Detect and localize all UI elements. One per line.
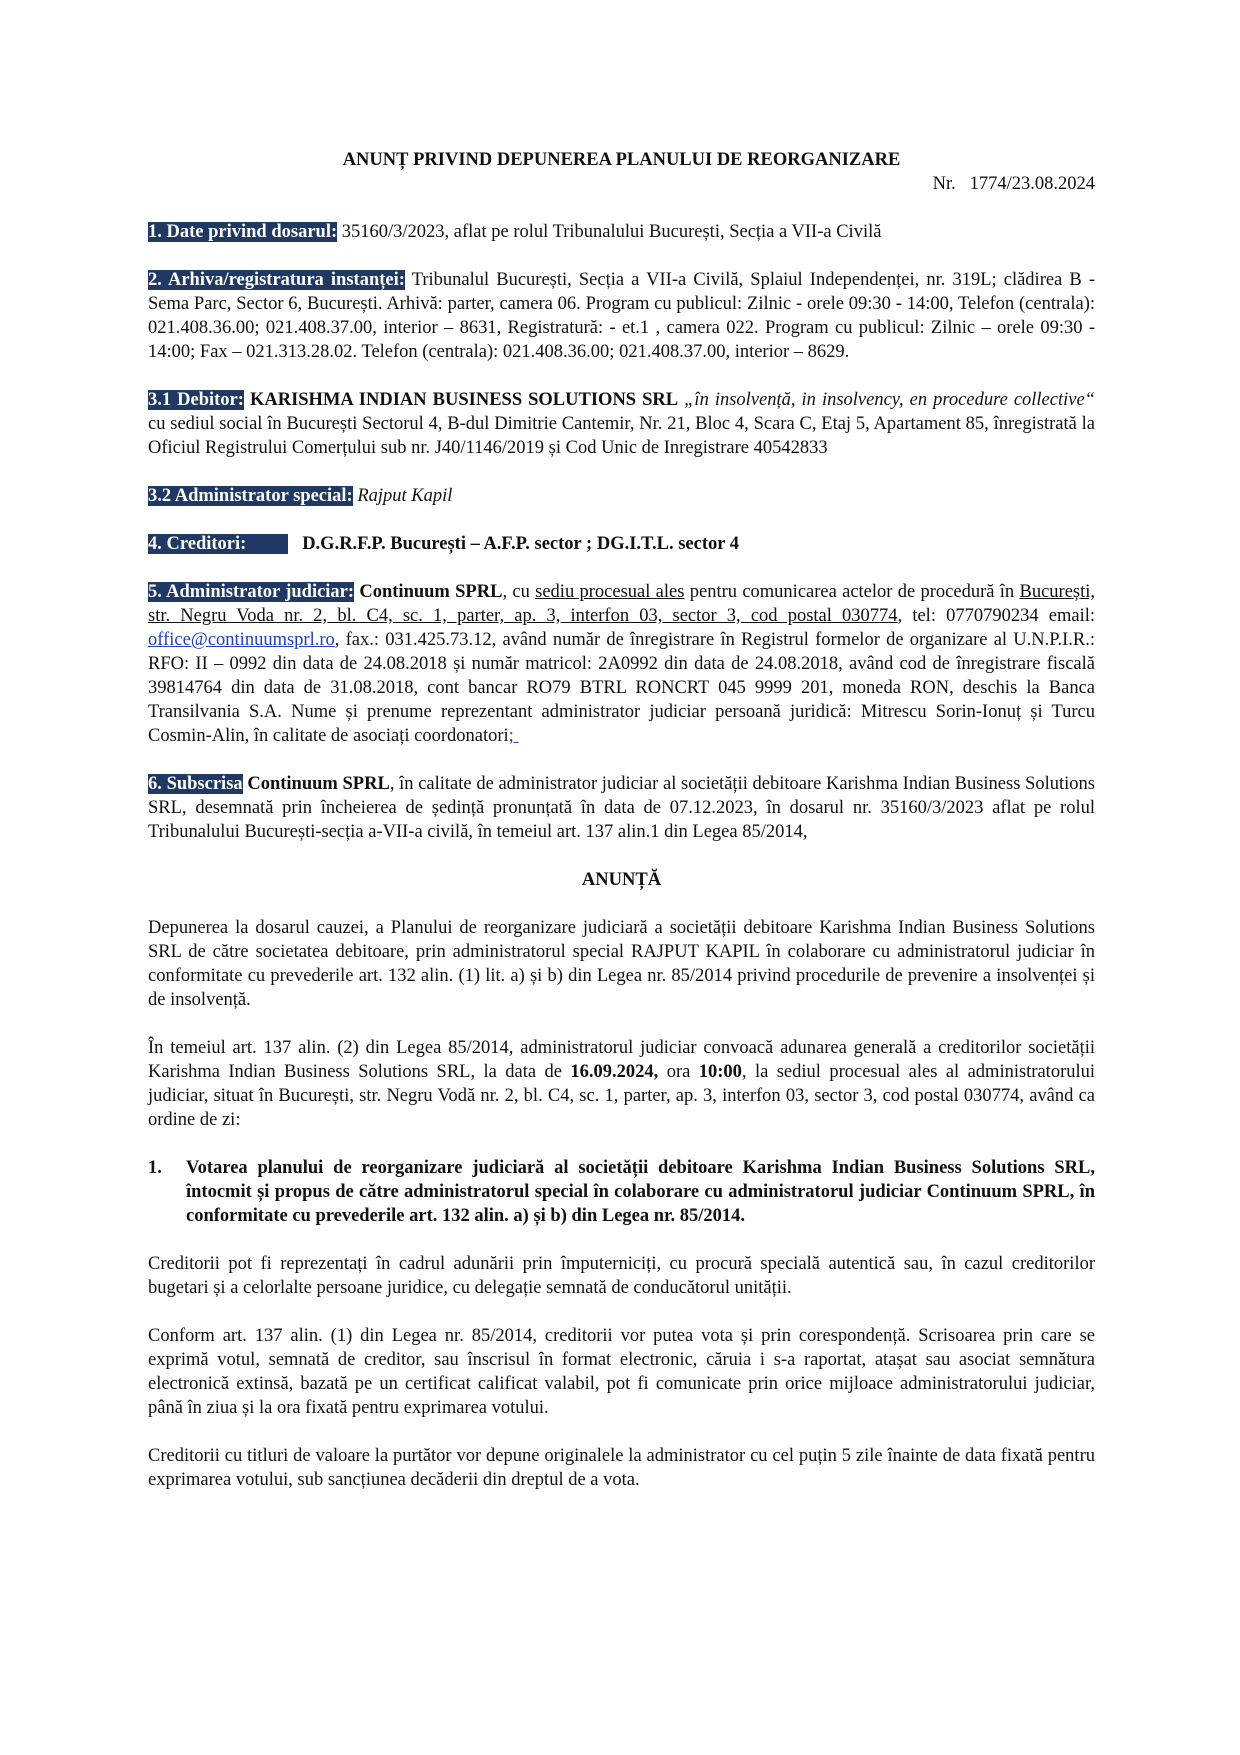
section-2 [148,268,1095,364]
creditors-list: D.G.R.F.P. București – A.F.P. sector ; DG.I.T.L. sector 4 [302,534,739,554]
paragraph-5: Creditorii cu titluri de valoare la purtător vor depune originalele la administrator cu cel puțin 5 zile înainte de data fixată pentru exprimarea votului, sub sancțiunea decăderii din dreptul de a vota. [148,1446,1095,1490]
section-6-text: , în calitate de administrator judiciar al societății debitoare Karishma Indian Business Solutions SRL, desemnată prin încheierea de ședință pronunțată în data de 07.12.2023, în dosarul nr. 35160/3/2023 aflat pe rolul Tribunalului București-secția a-VII-a civilă, în temeiul art. 137 alin.1 din Legea 85/2014, [148,774,1096,842]
section-5-text-3: , tel: 0770790234 email: [897,606,1095,626]
section-5-underline-1: sediu procesual ales [535,582,685,602]
agenda-item-text: Votarea planului de reorganizare judiciară al societății debitoare Karishma Indian Business Solutions SRL, întocmit și propus de către administratorul special în colaborare cu administratorul judiciar Continuum SPRL, în conformitate cu prevederile art. 132 alin. a) și b) din Legea nr. 85/2014. [186,1158,1095,1226]
paragraph-3: Creditorii pot fi reprezentați în cadrul adunării prin împuterniciți, cu procură specială autentică sau, în cazul creditorilor bugetari și a celorlalte persoane juridice, cu delegație semnată de conducătorul unității. [148,1254,1095,1298]
document-title: ANUNȚ PRIVIND DEPUNEREA PLANULUI DE REORGANIZARE [342,150,901,170]
section-1-label: 1. Date privind dosarul: [148,222,338,242]
meeting-time: 10:00 [698,1062,742,1082]
section-1 [148,220,1095,244]
section-2-label: 2. Arhiva/registratura instanței: [148,270,405,290]
section-5-end: ; [508,726,514,746]
special-administrator-name: Rajput Kapil [352,486,453,506]
document-page [148,148,1095,1492]
section-4-label: 4. Creditori: [148,534,288,554]
section-3-2-label: 3.2 Administrator special: [148,486,353,506]
section-1-text: 35160/3/2023, aflat pe rolul Tribunalului București, Secția a VII-a Civilă [337,222,882,242]
paragraph-2-text-2: ora [658,1062,699,1082]
debtor-status: „în insolvență, in insolvency, en procedure collective“ [678,390,1095,410]
section-3-1-text: cu sediul social în București Sectorul 4, B-dul Dimitrie Cantemir, Nr. 21, Bloc 4, Scara C, Etaj 5, Apartament 85, înregistrată la Oficiul Registrului Comerțului sub nr. J40/1146/2019 și Cod Unic de Inregistrare 40542833 [148,414,1095,458]
anunta-heading: ANUNȚĂ [581,870,662,890]
paragraph-2-text-3: , la sediul procesual ales al administratorului judiciar, situat în București, str. Negru Vodă nr. 2, bl. C4, sc. 1, parter, ap. 3, interfon 03, sector 3, cod postal 030774, având ca ordine de zi: [148,1062,1096,1130]
procedural-address: București, str. Negru Voda nr. 2, bl. C4, sc. 1, parter, ap. 3, interfon 03, sector 3, cod postal 030774 [148,582,1096,626]
section-5-text-4: , fax.: 031.425.73.12, având număr de înregistrare în Registrul formelor de organizare al U.N.P.I.R.: RFO: II – 0992 din data de 24.08.2018 și număr matricol: 2A0992 din data de 24.08.2018, având cod de înregistrare fiscală 39814764 din data de 31.08.2018, cont bancar RO79 BTRL RONCRT 045 9999 201, moneda RON, deschis la Banca Transilvania S.A. Nume și prenume reprezentant administrator judiciar persoană juridică: Mitrescu Sorin-Ionuț și Turcu Cosmin-Alin, în calitate de asociați coordonatori [148,630,1095,746]
section-5-label: 5. Administrator judiciar: [148,582,355,602]
email-link[interactable]: office@continuumsprl.ro [148,630,335,650]
subscrisa-name: Continuum SPRL [242,774,390,794]
section-3-1-label: 3.1 Debitor: [148,390,244,410]
meeting-date: 16.09.2024, [570,1062,659,1082]
debtor-name: KARISHMA INDIAN BUSINESS SOLUTIONS SRL [243,390,679,410]
section-5-text-2: pentru comunicarea actelor de procedură în [684,582,1020,602]
section-6-label: 6. Subscrisa [148,774,243,794]
paragraph-1: Depunerea la dosarul cauzei, a Planului de reorganizare judiciară a societății debitoare Karishma Indian Business Solutions SRL de către societatea debitoare, prin administratorul special RAJPUT KAPIL în colaborare cu administratorul judiciar în conformitate cu prevederile art. 132 alin. (1) lit. a) și b) din Legea nr. 85/2014 privind procedurile de prevenire a insolvenței și de insolvență. [148,918,1095,1010]
judicial-administrator-name: Continuum SPRL [354,582,503,602]
agenda-item [148,1156,1095,1228]
section-5-text-1: , cu [502,582,536,602]
paragraph-4: Conform art. 137 alin. (1) din Legea nr. 85/2014, creditorii vor putea vota și prin corespondență. Scrisoarea prin care se exprimă votul, semnată de creditor, sau înscrisul în format electronic, căruia i s-a raportat, atașat sau asociat semnătura electronică extinsă, bazată pe un certificat calificat valabil, pot fi comunicate prin orice mijloace administratorului judiciar, până în ziua și la ora fixată pentru exprimarea votului. [148,1326,1095,1418]
section-3-2 [148,484,1095,508]
section-3-1 [148,388,1095,460]
section-4 [148,532,1095,556]
paragraph-2 [148,1036,1095,1132]
agenda-item-number: 1. [148,1158,162,1178]
document-number: Nr. 1774/23.08.2024 [932,174,1095,194]
section-5 [148,580,1095,748]
section-2-text: Tribunalul București, Secția a VII-a Civilă, Splaiul Independenței, nr. 319L; clădirea B - Sema Parc, Sector 6, București. Arhivă: parter, camera 06. Program cu publicul: Zilnic - orele 09:30 - 14:00, Telefon (centrala): 021.408.36.00; 021.408.37.00, interior – 8631, Registratură: - et.1 , camera 022. Program cu publicul: Zilnic – orele 09:30 - 14:00; Fax – 021.313.28.02. Telefon (centrala): 021.408.36.00; 021.408.37.00, interior – 8629. [148,270,1095,362]
section-6 [148,772,1095,844]
paragraph-2-text-1: În temeiul art. 137 alin. (2) din Legea 85/2014, administratorul judiciar convoacă adunarea generală a creditorilor societății Karishma Indian Business Solutions SRL, la data de [148,1038,1095,1082]
